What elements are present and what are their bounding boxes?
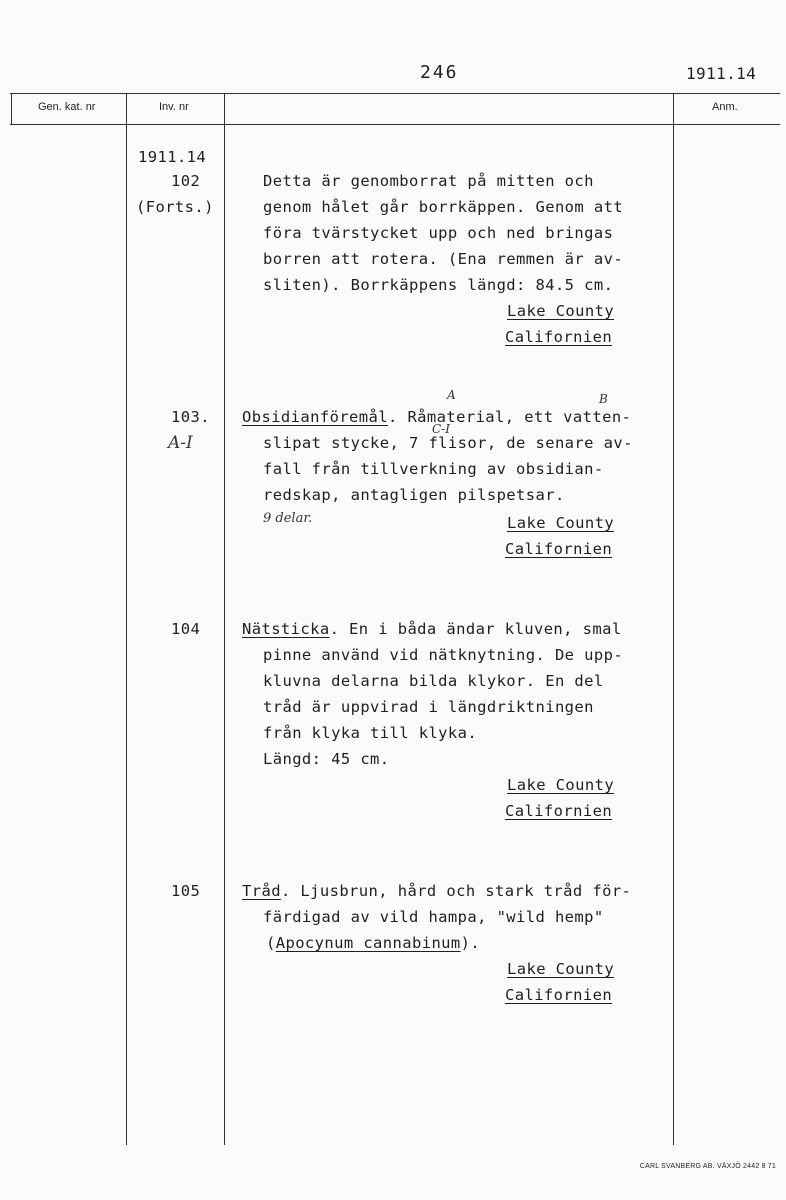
printer-imprint: CARL SVANBERG AB. VÄXJÖ 2442 8 71 xyxy=(639,1163,776,1170)
entry-105-latin-line xyxy=(266,930,480,956)
entry-103-text-line: fall från tillverkning av obsidian- xyxy=(263,460,604,478)
entry-102-text-line: Detta är genomborrat på mitten och xyxy=(263,172,594,190)
entry-102-place-county: Lake County xyxy=(507,302,615,320)
entry-103-inv-number: 103. xyxy=(171,408,210,426)
entry-103-first-rest: . Råmaterial, ett vatten- xyxy=(387,408,632,426)
entry-102-inv-year: 1911.14 xyxy=(138,148,207,166)
entry-103-place-county: Lake County xyxy=(507,514,615,532)
entry-103-mark-c: C-I xyxy=(432,422,450,436)
entry-104-text-line: tråd är uppvirad i längdriktningen xyxy=(263,698,594,716)
entry-104-text-line: kluvna delarna bilda klykor. En del xyxy=(263,672,604,690)
entry-105-first-rest: . Ljusbrun, hård och stark tråd för- xyxy=(280,882,632,900)
entry-102-text-line: borren att rotera. (Ena remmen är av- xyxy=(263,250,624,268)
column-header-gen-kat: Gen. kat. nr xyxy=(38,101,96,113)
left-border xyxy=(11,93,12,125)
entry-105-place-county: Lake County xyxy=(507,960,615,978)
entry-104-title: Nätsticka xyxy=(242,620,330,638)
entry-103-inv-range: A-I xyxy=(168,433,193,453)
col-divider-1 xyxy=(126,93,127,1145)
entry-102-inv-number: 102 xyxy=(171,172,201,190)
entry-105-latin-close: ). xyxy=(460,934,481,952)
entry-105-text-line: färdigad av vild hampa, "wild hemp" xyxy=(263,908,604,926)
column-header-inv: Inv. nr xyxy=(159,101,189,113)
entry-105-first-line xyxy=(242,878,631,904)
entry-103-mark-a: A xyxy=(447,388,456,402)
entry-104-place-county: Lake County xyxy=(507,776,615,794)
entry-102-text-line: föra tvärstycket upp och ned bringas xyxy=(263,224,614,242)
entry-102-text-line: genom hålet går borrkäppen. Genom att xyxy=(263,198,624,216)
entry-104-place-state: Californien xyxy=(505,802,613,820)
entry-105-latin-open: ( xyxy=(266,934,276,952)
entry-104-inv-number: 104 xyxy=(171,620,201,638)
entry-104-first-line xyxy=(242,616,622,642)
entry-105-title: Tråd xyxy=(242,882,281,900)
column-header-anm: Anm. xyxy=(712,101,738,113)
entry-102-place-state: Californien xyxy=(505,328,613,346)
entry-102-text-line: sliten). Borrkäppens längd: 84.5 cm. xyxy=(263,276,614,294)
entry-103-mark-b: B xyxy=(599,392,608,406)
entry-104-text-line: från klyka till klyka. xyxy=(263,724,478,742)
entry-103-place-state: Californien xyxy=(505,540,613,558)
entry-105-latin-name: Apocynum cannabinum xyxy=(275,934,461,952)
entry-103-text-line: slipat stycke, 7 flisor, de senare av- xyxy=(263,434,633,452)
col-divider-3 xyxy=(673,93,674,1145)
catalog-year-header: 1911.14 xyxy=(686,64,757,83)
entry-103-handwritten-note: 9 delar. xyxy=(263,511,313,526)
entry-104-text-line: pinne använd vid nätknytning. De upp- xyxy=(263,646,624,664)
entry-103-text-line: redskap, antagligen pilspetsar. xyxy=(263,486,565,504)
col-divider-2 xyxy=(224,93,225,1145)
entry-105-inv-number: 105 xyxy=(171,882,201,900)
page-number: 246 xyxy=(420,62,459,83)
entry-102-inv-cont: (Forts.) xyxy=(136,198,214,216)
entry-105-place-state: Californien xyxy=(505,986,613,1004)
entry-103-title: Obsidianföremål xyxy=(242,408,388,426)
entry-104-text-line: Längd: 45 cm. xyxy=(263,750,390,768)
entry-104-first-rest: . En i båda ändar kluven, smal xyxy=(329,620,622,638)
